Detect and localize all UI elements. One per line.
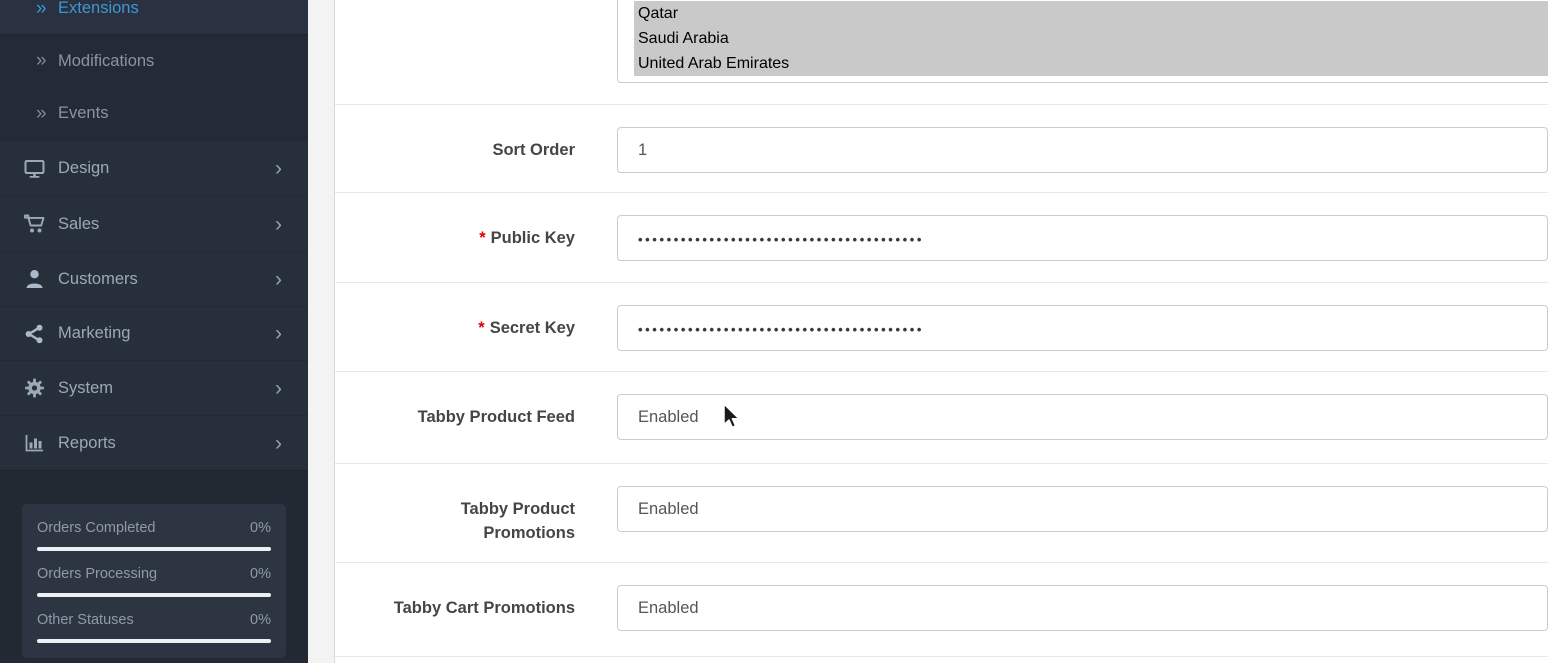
stat-value: 0% [250, 520, 271, 536]
sidebar [0, 0, 308, 663]
content-gutter [308, 0, 335, 663]
stat-value: 0% [250, 566, 271, 582]
double-angle-right-icon: » [36, 50, 47, 71]
progress-bar [37, 639, 271, 643]
field-label: Tabby Product Promotions [460, 500, 575, 542]
share-icon [24, 324, 45, 344]
stat-orders-processing [37, 565, 271, 597]
sidebar-footer [0, 470, 308, 663]
sidebar-item-label: Events [58, 104, 109, 122]
desktop-icon [24, 159, 45, 179]
double-angle-right-icon: » [36, 0, 47, 19]
sidebar-item-events[interactable] [0, 87, 308, 140]
public-key-input[interactable]: •••••••••••••••••••••••••••••••••••••••• [617, 215, 1548, 261]
form-row-product-feed [335, 372, 1548, 464]
bar-chart-icon [24, 433, 45, 453]
stat-label: Other Statuses [37, 612, 134, 628]
option-united-arab-emirates[interactable]: United Arab Emirates [634, 51, 1548, 76]
cart-promotions-select[interactable]: Enabled [617, 585, 1548, 631]
stat-value: 0% [250, 612, 271, 628]
chevron-right-icon: › [275, 376, 282, 400]
chevron-right-icon: › [275, 212, 282, 236]
countries-multiselect[interactable] [617, 0, 1548, 83]
stat-other-statuses [37, 611, 271, 643]
field-label: Tabby Product Feed [417, 408, 575, 426]
field-label: * Secret Key [478, 319, 575, 337]
sidebar-item-label: Reports [58, 433, 116, 452]
sidebar-item-extensions[interactable] [0, 0, 308, 35]
sidebar-item-sales[interactable] [0, 196, 308, 251]
form-row-sort-order [335, 105, 1548, 193]
secret-key-input[interactable]: •••••••••••••••••••••••••••••••••••••••• [617, 305, 1548, 351]
settings-form [335, 0, 1548, 663]
chevron-right-icon: › [275, 267, 282, 291]
sidebar-item-label: Sales [58, 214, 100, 233]
form-row-cart-promotions [335, 563, 1548, 657]
sidebar-item-reports[interactable] [0, 415, 308, 470]
required-asterisk: * [479, 229, 486, 247]
sidebar-item-label: Design [58, 159, 110, 177]
progress-bar [37, 547, 271, 551]
order-stats-box [22, 504, 286, 658]
sidebar-item-marketing[interactable] [0, 306, 308, 360]
product-feed-select[interactable]: Enabled [617, 394, 1548, 440]
field-label: Sort Order [492, 141, 575, 159]
sidebar-item-design[interactable] [0, 140, 308, 196]
form-row-product-promotions [335, 464, 1548, 563]
sort-order-input[interactable]: 1 [617, 127, 1548, 173]
chevron-right-icon: › [275, 322, 282, 345]
stat-label: Orders Processing [37, 566, 158, 582]
form-row-public-key [335, 193, 1548, 283]
form-row-countries [335, 0, 1548, 105]
double-angle-right-icon: » [36, 102, 47, 124]
sidebar-item-label: Marketing [58, 324, 131, 342]
required-asterisk: * [478, 319, 485, 337]
sidebar-item-label: System [58, 378, 114, 397]
stat-orders-completed [37, 519, 271, 551]
shopping-cart-icon [24, 214, 45, 234]
sidebar-item-label: Customers [58, 269, 138, 288]
product-promotions-select[interactable]: Enabled [617, 486, 1548, 532]
chevron-right-icon: › [275, 157, 282, 180]
form-row-secret-key [335, 283, 1548, 372]
field-label: Tabby Cart Promotions [393, 599, 575, 617]
chevron-right-icon: › [275, 431, 282, 455]
gear-icon [24, 378, 45, 398]
stat-label: Orders Completed [37, 520, 156, 536]
progress-bar [37, 593, 271, 597]
option-saudi-arabia[interactable]: Saudi Arabia [634, 26, 1548, 51]
sidebar-item-customers[interactable] [0, 251, 308, 306]
field-label: * Public Key [479, 229, 575, 247]
sidebar-item-modifications[interactable] [0, 35, 308, 87]
sidebar-item-label: Modifications [58, 51, 155, 70]
user-icon [24, 269, 45, 289]
extensions-submenu [0, 0, 308, 140]
sidebar-item-label: Extensions [58, 0, 139, 17]
sidebar-item-system[interactable] [0, 360, 308, 415]
option-qatar[interactable]: Qatar [634, 1, 1548, 26]
